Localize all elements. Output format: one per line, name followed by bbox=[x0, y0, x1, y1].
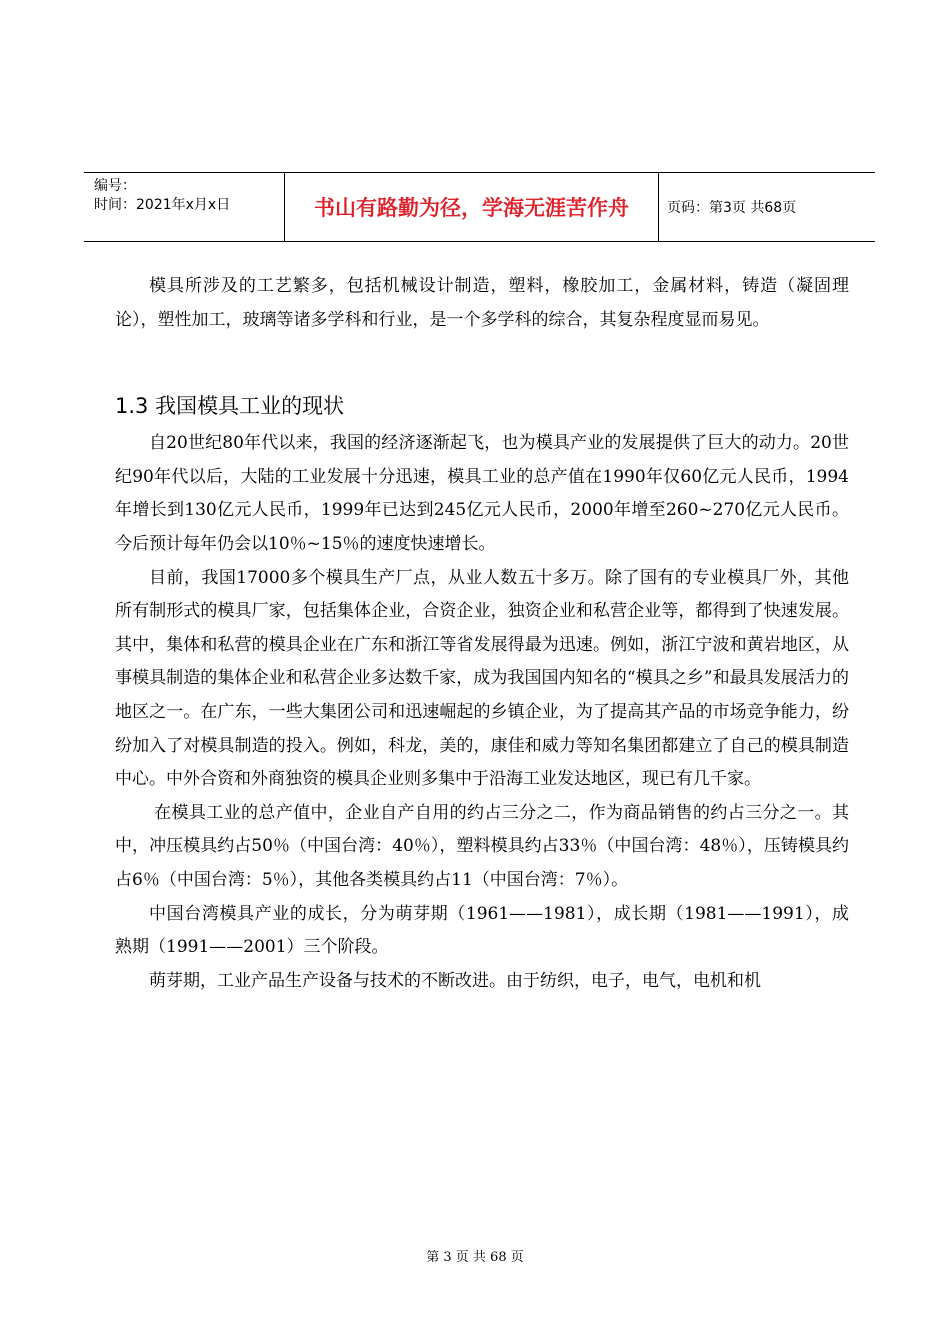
header-motto: 书山有路勤为径，学海无涯苦作舟 bbox=[285, 173, 659, 241]
section-title: 1.3 我国模具工业的现状 bbox=[115, 394, 345, 419]
body-paragraph: 中国台湾模具产业的成长，分为萌芽期（1961——1981），成长期（1981——1991），成熟期（1991——2001）三个阶段。 bbox=[115, 903, 849, 958]
header-meta-cell bbox=[84, 173, 285, 241]
document-body bbox=[115, 270, 849, 998]
body-paragraph: 自20世纪80年代以来，我国的经济逐渐起飞，也为模具产业的发展提供了巨大的动力。20世纪90年代以后，大陆的工业发展十分迅速，模具工业的总产值在1990年仅60亿元人民币，1994年增长到130亿元人民币，1999年已达到245亿元人民币，2000年增至260~270亿元人民币。今后预计每年仍会以10％~15％的速度快速增长。 bbox=[115, 433, 849, 554]
document-header bbox=[84, 172, 875, 242]
body-paragraph: 目前，我国17000多个模具生产厂点，从业人数五十多万。除了国有的专业模具厂外，其他所有制形式的模具厂家，包括集体企业，合资企业，独资企业和私营企业等，都得到了快速发展。其中，集体和私营的模具企业在广东和浙江等省发展得最为迅速。例如，浙江宁波和黄岩地区，从事模具制造的集体企业和私营企业多达数千家，成为我国国内知名的“模具之乡”和最具发展活力的地区之一。在广东，一些大集团公司和迅速崛起的乡镇企业，为了提高其产品的市场竞争能力，纷纷加入了对模具制造的投入。例如，科龙，美的，康佳和威力等知名集团都建立了自己的模具制造中心。中外合资和外商独资的模具企业则多集中于沿海工业发达地区，现已有几千家。 bbox=[115, 567, 849, 790]
body-paragraph: 萌芽期，工业产品生产设备与技术的不断改进。由于纺织，电子，电气，电机和机 bbox=[149, 970, 761, 991]
header-page-info: 页码：第3页 共68页 bbox=[667, 200, 797, 216]
body-paragraph: 在模具工业的总产值中，企业自产自用的约占三分之二，作为商品销售的约占三分之一。其中，冲压模具约占50％（中国台湾：40％），塑料模具约占33％（中国台湾：48％），压铸模具约占6％（中国台湾：5％），其他各类模具约占11（中国台湾：7％）。 bbox=[115, 802, 849, 890]
date-line: 时间：2021年x月x日 bbox=[94, 197, 231, 213]
page-footer: 第 3 页 共 68 页 bbox=[426, 1250, 524, 1265]
intro-paragraph: 模具所涉及的工艺繁多，包括机械设计制造，塑料，橡胶加工，金属材料，铸造（凝固理论），塑性加工，玻璃等诸多学科和行业，是一个多学科的综合，其复杂程度显而易见。 bbox=[115, 276, 849, 330]
serial-label: 编号： bbox=[94, 178, 136, 194]
